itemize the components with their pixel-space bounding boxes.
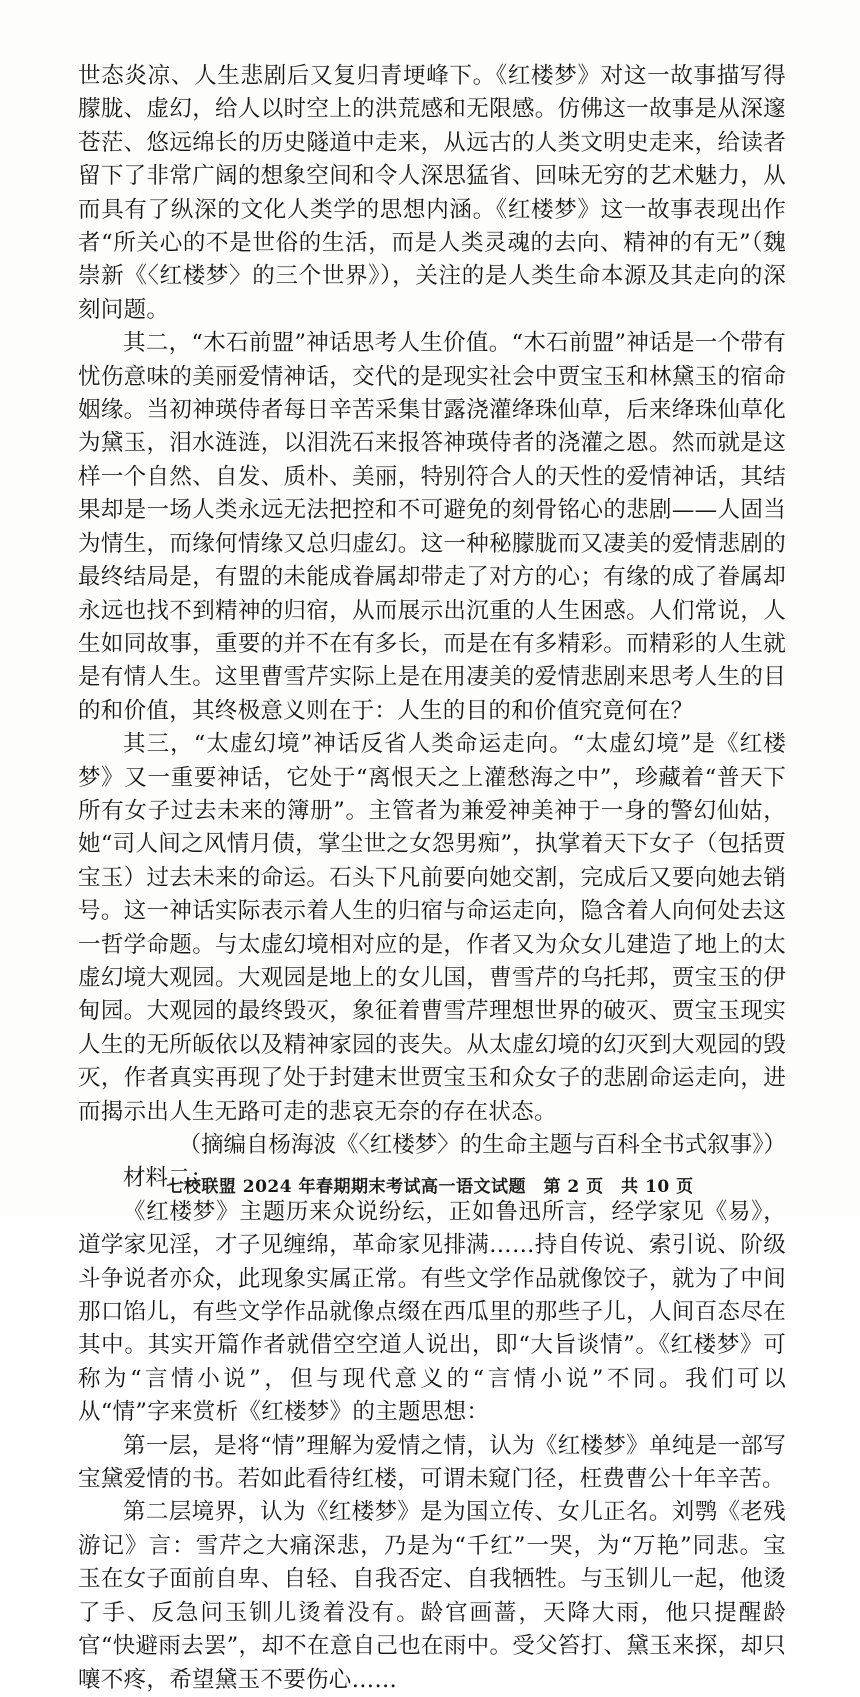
paragraph-third-myth: 其三，“太虚幻境”神话反省人类命运走向。“太虚幻境”是《红楼梦》又一重要神话，它处于“离恨天之上灌愁海之中”，珍藏着“普天下所有女子过去未来的簿册”。主管者为兼爱神美神于一身的警幻仙姑，她“司人间之风情月债，掌尘世之女怨男痴”，执掌着天下女子（包括贾宝玉）过去未来的命运。石头下凡前要向她交割，完成后又要向她去销号。这一神话实际表示着人生的归宿与命运走向，隐含着人向何处去这一哲学命题。与太虚幻境相对应的是，作者又为众女儿建造了地上的太虚幻境大观园。大观园是地上的女儿国，曹雪芹的乌托邦，贾宝玉的伊甸园。大观园的最终毁灭，象征着曹雪芹理想世界的破灭、贾宝玉现实人生的无所皈依以及精神家园的丧失。从太虚幻境的幻灭到大观园的毁灭，作者真实再现了处于封建末世贾宝玉和众女子的悲剧命运走向，进而揭示出人生无路可走的悲哀无奈的存在状态。: [78, 731, 786, 1125]
paragraph-continuation: 世态炎凉、人生悲剧后又复归青埂峰下。《红楼梦》对这一故事描写得朦胧、虚幻，给人以时空上的洪荒感和无限感。仿佛这一故事是从深邃苍茫、悠远绵长的历史隧道中走来，从远古的人类文明史走来，给读者留下了非常广阔的想象空间和令人深思猛省、回味无穷的艺术魅力，从而具有了纵深的文化人类学的思想内涵。《红楼梦》这一故事表现出作者“所关心的不是世俗的生活，而是人类灵魂的去向、精神的有无”（魏崇新《〈红楼梦〉的三个世界》），关注的是人类生命本源及其走向的深刻问题。: [78, 63, 786, 323]
paragraph-theme-intro: 《红楼梦》主题历来众说纷纭，正如鲁迅所言，经学家见《易》，道学家见淫，才子见缠绵，革命家见排满……持自传说、索引说、阶级斗争说者亦众，此现象实属正常。有些文学作品就像饺子，就为了中间那口馅儿，有些文学作品就像点缀在西瓜里的那些子儿，人间百态尽在其中。其实开篇作者就借空空道人说出，即“大旨谈情”。《红楼梦》可称为“言情小说”，但与现代意义的“言情小说”不同。我们可以从“情”字来赏析《红楼梦》的主题思想：: [78, 1198, 786, 1426]
paragraph-second-myth: 其二，“木石前盟”神话思考人生价值。“木石前盟”神话是一个带有忧伤意味的美丽爱情神话，交代的是现实社会中贾宝玉和林黛玉的宿命姻缘。当初神瑛侍者每日辛苦采集甘露浇灌绛珠仙草，后来绛珠仙草化为黛玉，泪水涟涟，以泪洗石来报答神瑛侍者的浇灌之恩。然而就是这样一个自然、自发、质朴、美丽，特别符合人的天性的爱情神话，其结果却是一场人类永远无法把控和不可避免的刻骨铭心的悲剧——人固当为情生，而缘何情缘又总归虚幻。这一种秘朦胧而又凄美的爱情悲剧的最终结局是，有盟的未能成眷属却带走了对方的心；有缘的成了眷属却永远也找不到精神的归宿，从而展示出沉重的人生困惑。人们常说，人生如同故事，重要的并不在有多长，而是在有多精彩。而精彩的人生就是有情人生。这里曹雪芹实际上是在用凄美的爱情悲剧来思考人生的目的和价值，其终极意义则在于：人生的目的和价值究竟何在？: [78, 330, 786, 724]
paragraph-first-layer: 第一层，是将“情”理解为爱情之情，认为《红楼梦》单纯是一部写宝黛爱情的书。若如此看待红楼，可谓未窥门径，枉费曹公十年辛苦。: [78, 1432, 786, 1493]
material-two-heading: 材料二：: [123, 1165, 214, 1192]
paragraph-second-layer: 第二层境界，认为《红楼梦》是为国立传、女儿正名。刘鹗《老残游记》言：雪芹之大痛深悲，乃是为“千红”一哭，为“万艳”同悲。宝玉在女子面前自卑、自轻、自我否定、自我牺牲。与玉钏儿一起，他烫了手、反急问玉钏儿烫着没有。龄官画蔷，天降大雨，他只提醒龄官“快避雨去罢”，却不在意自己也在雨中。受父笞打、黛玉来探，却只嚷不疼，希望黛玉不要伤心……: [78, 1499, 786, 1693]
page-footer: 七校联盟 2024 年春期期末考试高一语文试题 第 2 页 共 10 页: [166, 1177, 694, 1197]
source-citation: （摘编自杨海波《〈红楼梦〉的生命主题与百科全书式叙事》）: [178, 1132, 786, 1158]
body-text: [78, 60, 786, 1697]
